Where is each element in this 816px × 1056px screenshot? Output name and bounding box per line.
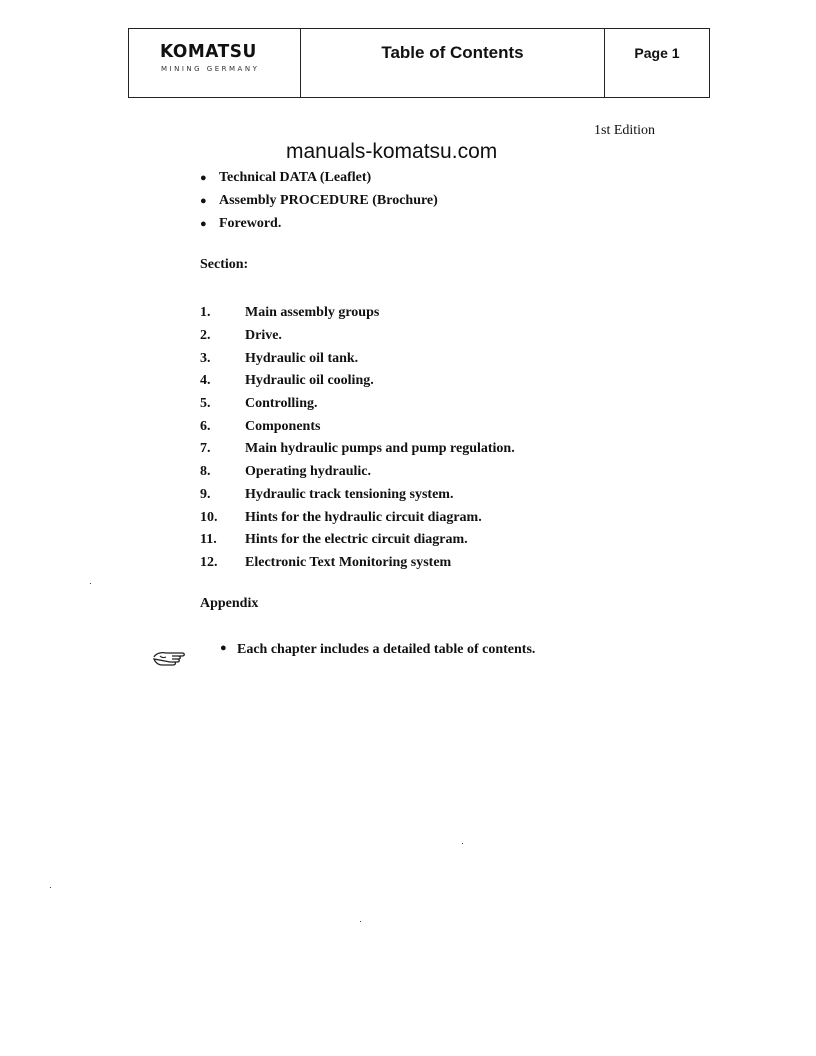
document-header bbox=[128, 28, 710, 98]
scan-speck bbox=[462, 843, 463, 844]
scan-speck bbox=[50, 887, 51, 888]
title-cell bbox=[301, 29, 605, 97]
section-item: 3. Hydraulic oil tank. bbox=[200, 350, 359, 366]
logo-subtitle: MINING GERMANY bbox=[161, 65, 260, 73]
watermark-link[interactable]: manuals-komatsu.com bbox=[286, 140, 498, 163]
list-item: ● Foreword. bbox=[200, 215, 282, 231]
appendix-heading: Appendix bbox=[200, 596, 259, 611]
document-title: Table of Contents bbox=[381, 43, 524, 62]
bullet-icon: ● bbox=[220, 642, 227, 654]
section-heading: Section: bbox=[200, 257, 249, 272]
note-text: Each chapter includes a detailed table of contents. bbox=[237, 642, 536, 657]
section-item: 8. Operating hydraulic. bbox=[200, 464, 372, 480]
list-item: ● Assembly PROCEDURE (Brochure) bbox=[200, 192, 438, 208]
section-item: 6. Components bbox=[200, 418, 321, 434]
section-item: 7. Main hydraulic pumps and pump regulation. bbox=[200, 441, 515, 457]
page-cell bbox=[605, 29, 709, 97]
logo-cell bbox=[129, 29, 301, 97]
section-item: 9. Hydraulic track tensioning system. bbox=[200, 486, 454, 502]
pointing-hand-icon bbox=[152, 648, 190, 668]
section-item: 12. Electronic Text Monitoring system bbox=[200, 554, 452, 570]
section-item: 10. Hints for the hydraulic circuit diagram. bbox=[200, 509, 482, 525]
page-number: Page 1 bbox=[634, 45, 680, 61]
section-item: 1. Main assembly groups bbox=[200, 305, 380, 321]
scan-speck bbox=[360, 921, 361, 922]
note-item bbox=[220, 642, 535, 658]
edition-label: 1st Edition bbox=[594, 123, 656, 138]
section-item: 11. Hints for the electric circuit diagram. bbox=[200, 532, 468, 548]
section-item: 5. Controlling. bbox=[200, 396, 318, 412]
bullet-icon: ● bbox=[200, 217, 207, 230]
bullet-icon: ● bbox=[200, 171, 207, 184]
section-item: 2. Drive. bbox=[200, 328, 282, 344]
section-list bbox=[200, 302, 515, 574]
section-item: 4. Hydraulic oil cooling. bbox=[200, 373, 374, 389]
list-item: ● Technical DATA (Leaflet) bbox=[200, 169, 372, 185]
scan-speck bbox=[90, 583, 91, 584]
intro-list bbox=[200, 166, 438, 235]
bullet-icon: ● bbox=[200, 194, 207, 207]
komatsu-logo: KOMATSU bbox=[160, 41, 257, 63]
